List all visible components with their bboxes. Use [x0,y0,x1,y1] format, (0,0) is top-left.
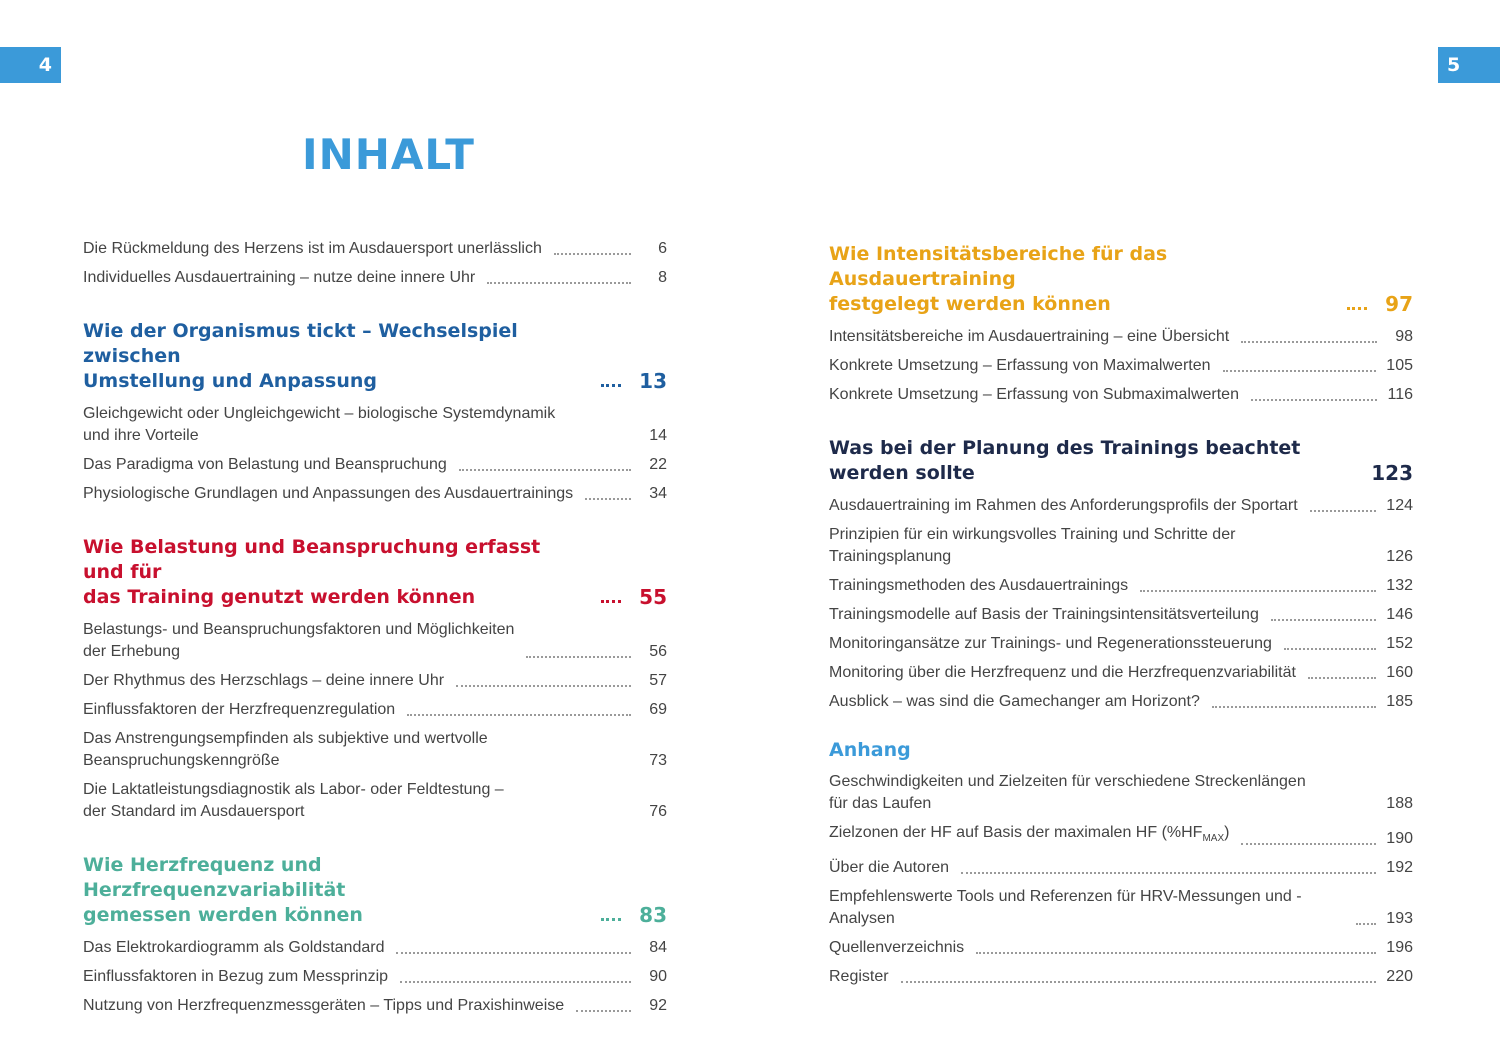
chapter-title: Wie Herzfrequenz und Herzfrequenzvariabilität gemessen werden können [83,854,363,926]
toc-entry-title: Geschwindigkeiten und Zielzeiten für verschiedene Streckenlängen für das Laufen [829,773,1306,812]
dot-leader [585,498,631,500]
toc-entry-title: Monitoring über die Herzfrequenz und die Herzfrequenzvariabilität [829,664,1296,681]
toc-entry-title: Ausdauertraining im Rahmen des Anforderungsprofils der Sportart [829,497,1298,514]
dot-leader [510,817,631,818]
dot-leader [1284,648,1376,650]
toc-entry-title: Gleichgewicht oder Ungleichgewicht – biologische Systemdynamik und ihre Vorteile [83,405,556,444]
toc-entry-title: Trainingsmodelle auf Basis der Trainingsintensitätsverteilung [829,606,1259,623]
toc-entry-title: Intensitätsbereiche im Ausdauertraining – eine Übersicht [829,328,1230,345]
toc-entry-page: 14 [649,427,667,444]
dot-leader [487,282,631,284]
toc-entry[interactable] [829,633,1413,655]
toc-entry-page: 132 [1386,577,1413,594]
toc-entry-page: 6 [658,240,667,257]
dot-leader [1310,510,1377,512]
chapter-heading[interactable] [829,436,1413,486]
dot-leader [601,384,621,387]
toc-entry[interactable] [83,619,667,663]
toc-entry[interactable] [83,238,667,260]
dot-leader [396,952,631,954]
toc-entry-page: 160 [1386,664,1413,681]
chapter-page: 123 [1371,461,1413,485]
toc-right-column [829,236,1413,995]
toc-entry-page: 185 [1386,693,1413,710]
toc-entry-page: 98 [1395,328,1413,345]
dot-leader [494,766,631,767]
appendix-heading: Anhang [829,739,911,761]
toc-entry-page: 193 [1386,910,1413,928]
toc-entry[interactable] [829,384,1413,406]
toc-entry[interactable] [83,670,667,692]
toc-entry-page: 76 [649,803,667,820]
toc-entry-title: Zielzonen der HF auf Basis der maximalen HF $(\%HF_{MAX})$ [829,824,1230,845]
chapter-title: Wie Intensitätsbereiche für das Ausdauertraining festgelegt werden können [829,243,1168,315]
toc-entry[interactable] [829,966,1413,988]
chapter-heading[interactable] [83,853,667,928]
dot-leader [1241,843,1376,845]
dot-leader [554,253,631,255]
toc-entry-title: Register [829,968,889,986]
toc-entry-title: Belastungs- und Beanspruchungsfaktoren und Möglichkeiten der Erhebung [83,621,515,660]
toc-left-column [83,238,667,1024]
left-chapters [83,319,667,1017]
dot-leader [1212,706,1376,708]
toc-entry-page: 196 [1386,939,1413,957]
toc-entry-page: 190 [1386,830,1413,848]
toc-entry[interactable] [83,699,667,721]
toc-entry-page: 116 [1387,386,1413,403]
dot-leader [1345,485,1365,486]
dot-leader [1251,399,1377,401]
chapter-page: 83 [639,903,667,927]
dot-leader [407,714,631,716]
toc-entry-page: 90 [649,968,667,985]
toc-entry-title: Konkrete Umsetzung – Erfassung von Maximalwerten [829,357,1211,374]
chapter-page: 97 [1385,292,1413,316]
dot-leader [456,685,631,687]
subscript: MAX [1202,833,1225,845]
toc-entry-page: 192 [1386,859,1413,877]
toc-entry[interactable] [83,995,667,1017]
toc-entry-page: 56 [649,643,667,660]
toc-entry[interactable] [829,575,1413,597]
toc-entry-title: Quellenverzeichnis [829,939,965,957]
toc-entry-title: Einflussfaktoren in Bezug zum Messprinzip [83,968,389,985]
dot-leader [1312,809,1377,810]
dot-leader [400,981,631,983]
toc-entry[interactable] [829,937,1413,959]
toc-entry[interactable] [83,483,667,505]
toc-entry-title: Das Elektrokardiogramm als Goldstandard [83,939,385,956]
toc-entry-page: 34 [649,485,667,502]
chapter-heading[interactable] [83,319,667,394]
toc-entry-title: Physiologische Grundlagen und Anpassungen des Ausdauertrainings [83,485,574,502]
toc-entry-title: Über die Autoren [829,859,950,877]
dot-leader [1356,562,1376,563]
toc-entry-title: Individuelles Ausdauertraining – nutze deine innere Uhr [83,269,476,286]
toc-entry-page: 84 [649,939,667,956]
toc-entry[interactable] [829,886,1413,930]
toc-entry-title: Einflussfaktoren der Herzfrequenzregulation [83,701,396,718]
toc-entry-title: Empfehlenswerte Tools und Referenzen für HRV-Messungen und -Analysen [829,888,1302,928]
toc-entry-page: 22 [649,456,667,473]
toc-entry[interactable] [829,524,1413,568]
toc-entry[interactable] [829,604,1413,626]
toc-entry-title: Trainingsmethoden des Ausdauertrainings [829,577,1129,594]
toc-entry-title: Konkrete Umsetzung – Erfassung von Submaximalwerten [829,386,1239,403]
dot-leader [526,656,631,658]
toc-entry-page: 220 [1386,968,1413,986]
toc-entry[interactable] [829,822,1413,850]
toc-entry-title: Die Rückmeldung des Herzens ist im Ausdauersport unerlässlich [83,240,542,257]
toc-entry[interactable] [829,771,1413,815]
toc-entry-page: 8 [658,269,667,286]
toc-entry-page: 69 [649,701,667,718]
dot-leader [1140,590,1376,592]
toc-entry[interactable] [829,857,1413,879]
toc-entry-page: 57 [649,672,667,689]
toc-entry-page: 126 [1386,548,1413,565]
appendix-entries [829,771,1413,988]
toc-entry-page: 188 [1386,795,1413,812]
toc-entry-title: Das Paradigma von Belastung und Beanspruchung [83,456,447,473]
dot-leader [601,918,621,921]
chapter-title: Was bei der Planung des Trainings beachtet werden sollte [829,437,1301,484]
dot-leader [1347,307,1367,310]
dot-leader [601,600,621,603]
toc-entry[interactable] [83,454,667,476]
page-number-right: 5 [1438,47,1500,83]
chapter-heading[interactable] [83,535,667,610]
right-chapters [829,242,1413,713]
toc-entry[interactable] [829,691,1413,713]
dot-leader [961,872,1376,874]
page-title: INHALT [302,130,475,179]
dot-leader [976,952,1376,954]
toc-entry[interactable] [83,779,667,823]
dot-leader [459,469,631,471]
toc-entry-page: 105 [1386,357,1413,374]
toc-entry-title: Das Anstrengungsempfinden als subjektive und wertvolle Beanspruchungskenngröße [83,730,488,769]
chapter-heading[interactable] [829,242,1413,317]
toc-entry-page: 73 [649,752,667,769]
dot-leader [1308,677,1376,679]
dot-leader [901,981,1377,983]
dot-leader [561,441,631,442]
toc-entry-page: 152 [1386,635,1413,652]
dot-leader [1241,341,1377,343]
toc-entry[interactable] [829,495,1413,517]
toc-entry[interactable] [829,662,1413,684]
toc-entry[interactable] [829,326,1413,348]
toc-entry-title: Prinzipien für ein wirkungsvolles Training und Schritte der Trainingsplanung [829,526,1236,565]
toc-entry[interactable] [83,403,667,447]
chapter-title: Wie Belastung und Beanspruchung erfasst und für das Training genutzt werden können [83,536,541,608]
toc-entry[interactable] [829,355,1413,377]
chapter-page: 55 [639,585,667,609]
toc-entry[interactable] [83,966,667,988]
toc-entry-title: Ausblick – was sind die Gamechanger am Horizont? [829,693,1200,710]
dot-leader [1271,619,1376,621]
chapter-title: Wie der Organismus tickt – Wechselspiel zwischen Umstellung und Anpassung [83,320,518,392]
dot-leader [1356,923,1376,925]
dot-leader [1223,370,1377,372]
toc-entry[interactable] [83,937,667,959]
toc-entry-page: 124 [1386,497,1413,514]
page-number-left: 4 [0,47,61,83]
suffix: ) [1224,824,1230,841]
toc-entry-title: Monitoringansätze zur Trainings- und Regenerationssteuerung [829,635,1272,652]
toc-entry-title: Der Rhythmus des Herzschlags – deine innere Uhr [83,672,445,689]
toc-entry-title: Die Laktatleistungsdiagnostik als Labor- oder Feldtestung – der Standard im Ausdauersport [83,781,504,820]
toc-entry-page: 92 [649,997,667,1014]
toc-entry[interactable] [83,267,667,289]
toc-entry[interactable] [83,728,667,772]
dot-leader [576,1010,631,1012]
chapter-page: 13 [639,369,667,393]
toc-entry-title: Nutzung von Herzfrequenzmessgeräten – Tipps und Praxishinweise [83,997,565,1014]
toc-entry-page: 146 [1386,606,1413,623]
